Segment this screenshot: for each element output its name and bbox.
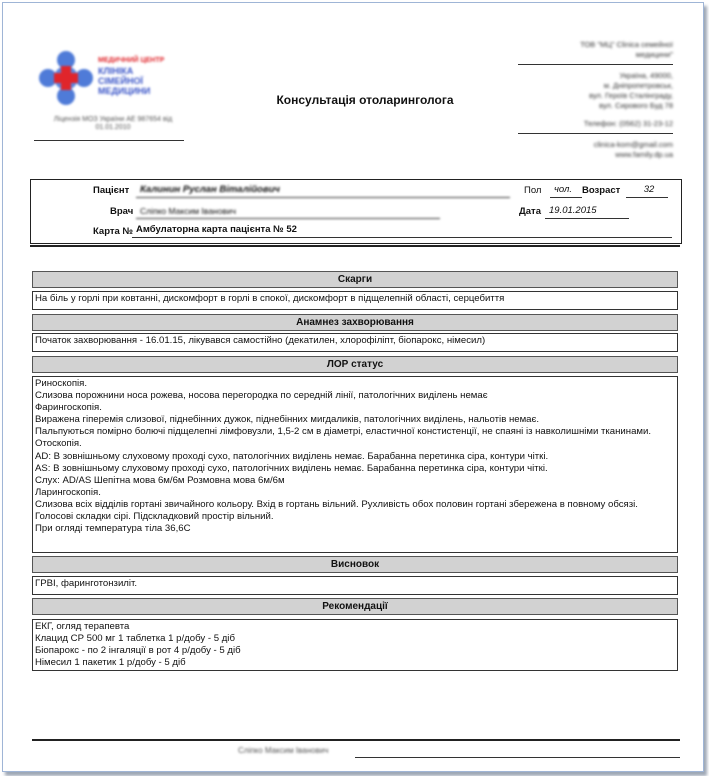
logo-text xyxy=(98,56,188,96)
section-header-complaints: Скарги xyxy=(32,271,678,288)
text-line: При огляді температура тіла 36,6С xyxy=(35,523,191,535)
logo-line: МЕДИЦИНИ xyxy=(98,86,151,96)
signature-line xyxy=(355,757,680,758)
clinic-contacts xyxy=(518,140,673,160)
clinic-phone: Телефон: (0562) 31-23-12 xyxy=(583,119,673,128)
patient-name-value: Калинин Руслан Віталійович xyxy=(136,184,510,198)
age-value: 32 xyxy=(626,184,668,198)
age-label: Возраст xyxy=(582,185,621,196)
section-body-anamnesis xyxy=(32,333,678,352)
logo-divider xyxy=(34,140,184,141)
section-body-recommendations xyxy=(32,619,678,671)
clinic-website: www.family.dp.ua xyxy=(615,150,673,159)
text-line: ЕКГ, огляд терапевта xyxy=(35,621,130,632)
text-line: AD: В зовнішньому слуховому проході сухо, патологічних виділень немає. Барабанна перетинка сіра, контури чіткі. xyxy=(35,450,549,462)
logo-line: КЛІНІКА xyxy=(98,66,134,76)
logo-line: МЕДИЧНИЙ ЦЕНТР xyxy=(98,57,165,64)
section-body-conclusion xyxy=(32,576,678,595)
doctor-name-value: Сліпко Максим Іванович xyxy=(136,205,440,219)
clinic-address xyxy=(518,71,673,129)
date-value: 19.01.2015 xyxy=(545,205,629,219)
card-label: Карта № xyxy=(93,226,134,237)
address-line: вул. Героїв Сталінграду, xyxy=(589,91,673,100)
text-line: Отоскопія. xyxy=(35,438,82,450)
text-line: Ларингоскопія. xyxy=(35,486,101,498)
text-line: Слизова порожнини носа рожева, носова перегородка по середній лінії, патологічних виділень немає xyxy=(35,390,488,402)
text-line: Слизова всіх відділів гортані звичайного кольору. Вхід в гортань вільний. Рухливість обох половин гортані збережена в повному обсязі. Голосові складки сірі. Підскладковий простір вільний. xyxy=(35,498,638,523)
clinic-name xyxy=(518,40,673,60)
patient-label: Пацієнт xyxy=(93,185,130,196)
section-header-anamnesis: Анамнез захворювання xyxy=(32,314,678,331)
text-line: Біопарокс - по 2 інгаляції в рот 4 р/добу - 5 діб xyxy=(35,645,241,657)
section-body-lor-status xyxy=(32,376,678,553)
text-line: Німесил 1 пакетик 1 р/добу - 5 діб xyxy=(35,657,186,669)
text-line: Виражена гіперемія слизової, піднебінних дужок, піднебінних мигдаликів, патологічних виділень, нальотів немає. xyxy=(35,414,540,426)
address-line: Україна, 49000, xyxy=(619,71,673,80)
section-body-complaints xyxy=(32,291,678,310)
card-number-value: Амбулаторна карта пацієнта № 52 xyxy=(132,224,672,238)
text-line: Початок захворювання - 16.01.15, лікувався самостійно (декатилен, хлорофіліпт, біопарокс, німесил) xyxy=(35,335,486,346)
section-header-lor-status: ЛОР статус xyxy=(32,356,678,373)
text-line: Слух: AD/AS Шепітна мова 6м/6м Розмовна мова 6м/6м xyxy=(35,474,285,486)
text-line: Клацид СР 500 мг 1 таблетка 1 р/добу - 5 діб xyxy=(35,633,235,645)
section-header-recommendations: Рекомендації xyxy=(32,598,678,615)
logo-license: Ліцензія МОЗ України АЕ 987654 від 01.01.2010 xyxy=(53,116,173,131)
clinic-email: clinica-kom@gmail.com xyxy=(593,140,673,149)
document-title: Консультація отоларинголога xyxy=(276,93,454,107)
sex-value: чол. xyxy=(550,184,582,198)
signature-name: Сліпко Максим Іванович xyxy=(238,746,329,755)
footer-divider xyxy=(32,739,680,741)
text-line: AS: В зовнішньому слуховому проході сухо, патологічних виділень немає. Барабанна перетинка сіра, контури чіткі. xyxy=(35,462,548,474)
doctor-label: Врач xyxy=(110,206,134,217)
text-line: Пальпуються помірно болючі підщелепні лімфовузли, 1,5-2 см в діаметрі, еластичної констистенції, не спаяні із навколишніми тканинами. xyxy=(35,426,652,438)
section-header-conclusion: Висновок xyxy=(32,556,678,573)
patient-box-underline xyxy=(30,245,680,247)
address-line: м. Дніпропетровськ, xyxy=(603,81,673,90)
text-line: Риноскопія. xyxy=(35,378,88,389)
medical-cross-logo-icon xyxy=(36,48,96,108)
clinic-name-line: ТОВ "МЦ" Clinica семейної xyxy=(580,40,673,49)
logo-line: СІМЕЙНОЇ xyxy=(98,76,143,86)
text-line: ГРВІ, фаринготонзиліт. xyxy=(35,578,138,589)
text-line: Фарингоскопія. xyxy=(35,402,102,414)
address-line: вул. Сирового Буд 78 xyxy=(599,101,673,110)
date-label: Дата xyxy=(519,206,541,217)
text-line: На біль у горлі при ковтанні, дискомфорт в горлі в спокої, дискомфорт в підщелепній області, серцебиття xyxy=(35,293,505,304)
clinic-divider xyxy=(518,64,673,65)
clinic-divider xyxy=(518,133,673,134)
clinic-logo xyxy=(32,44,187,139)
clinic-info xyxy=(518,40,673,160)
clinic-name-line: медицини" xyxy=(635,50,673,59)
sex-label: Пол xyxy=(524,185,542,196)
